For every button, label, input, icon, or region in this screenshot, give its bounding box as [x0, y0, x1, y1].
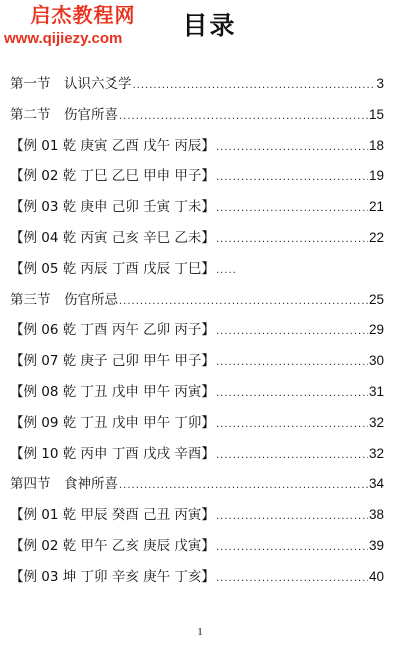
toc-leader [216, 573, 368, 584]
toc-leader [133, 80, 376, 91]
toc-entry-text: 【例 03 坤 丁卯 辛亥 庚午 丁亥】 [10, 568, 215, 585]
toc-leader [216, 388, 368, 399]
toc-entry-text: 【例 02 乾 甲午 乙亥 庚辰 戊寅】 [10, 537, 215, 554]
toc-entry [10, 442, 384, 473]
toc-page-number: 30 [368, 353, 384, 369]
toc-entry [10, 72, 384, 103]
toc-entry [10, 195, 384, 226]
toc-entry-text: 【例 03 乾 庚申 己卯 壬寅 丁未】 [10, 199, 215, 216]
toc-page-number: 25 [368, 291, 384, 307]
toc-entry-text: 【例 05 乾 丙辰 丁酉 戊辰 丁巳】 [10, 260, 215, 277]
toc-page-number: 34 [368, 476, 384, 492]
toc-entry-text: 第一节 认识六爻学 [10, 76, 132, 92]
toc-leader [216, 172, 368, 183]
toc-page-number: 21 [368, 199, 384, 215]
toc-entry [10, 349, 384, 380]
toc-page-number: 40 [368, 568, 384, 584]
toc-leader [216, 450, 368, 461]
toc-page-number: 38 [368, 507, 384, 523]
toc-entry [10, 411, 384, 442]
page-number: 1 [197, 626, 203, 638]
toc-entry [10, 164, 384, 195]
toc-entry [10, 318, 384, 349]
toc-entry [10, 380, 384, 411]
toc-entry [10, 226, 384, 257]
toc-leader [119, 480, 368, 491]
toc-entry-text: 【例 06 乾 丁酉 丙午 乙卯 丙子】 [10, 322, 215, 339]
toc-page-number: 31 [368, 383, 384, 399]
toc-leader [119, 296, 368, 307]
toc-page-number: 22 [368, 229, 384, 245]
toc-page-number: 19 [368, 168, 384, 184]
toc-entry-text: 【例 07 乾 庚子 己卯 甲午 甲子】 [10, 353, 215, 370]
toc-entry [10, 288, 384, 319]
toc-leader [216, 234, 368, 245]
toc-entry-text: 【例 04 乾 丙寅 己亥 辛巳 乙未】 [10, 229, 215, 246]
toc-entry [10, 134, 384, 165]
toc-entry-text: 第四节 食神所喜 [10, 476, 118, 493]
toc-entry-text: 【例 01 乾 甲辰 癸酉 己丑 丙寅】 [10, 507, 215, 524]
toc-entry-text: 【例 10 乾 丙申 丁酉 戊戌 辛酉】 [10, 445, 215, 462]
toc-entry-text: 【例 02 乾 丁巳 乙巳 甲申 甲子】 [10, 168, 215, 185]
toc-entry-text: 【例 08 乾 丁丑 戊申 甲午 丙寅】 [10, 383, 215, 400]
toc-leader [216, 326, 368, 337]
toc-page-number: 29 [368, 322, 384, 338]
toc-page-number: 32 [368, 414, 384, 430]
toc-entry [10, 565, 384, 596]
toc-entry [10, 103, 384, 134]
toc-entry-text: 第二节 伤官所喜 [10, 106, 118, 123]
toc-entry-text: 【例 09 乾 丁丑 戊申 甲午 丁卯】 [10, 414, 215, 431]
toc-leader [216, 265, 236, 276]
toc-entry-text: 【例 01 乾 庚寅 乙酉 戊午 丙辰】 [10, 137, 215, 154]
toc-leader [119, 111, 368, 122]
toc-page-number: 39 [368, 537, 384, 553]
page-title: 目录 [182, 11, 237, 40]
toc-page-number: 18 [368, 137, 384, 153]
toc-leader [216, 142, 368, 153]
toc-leader [216, 511, 368, 522]
toc-leader [216, 419, 368, 430]
toc-entry [10, 503, 384, 534]
watermark-url: www.qijiezy.com [4, 30, 123, 47]
toc-page-number: 32 [368, 445, 384, 461]
toc-entry [10, 257, 384, 288]
table-of-contents [10, 72, 384, 596]
toc-page-number: 3 [376, 76, 384, 91]
toc-leader [216, 203, 368, 214]
toc-entry [10, 534, 384, 565]
toc-entry [10, 472, 384, 503]
toc-leader [216, 542, 368, 553]
toc-leader [216, 357, 368, 368]
toc-entry-text: 第三节 伤官所忌 [10, 291, 118, 308]
watermark-title: 启杰教程网 [30, 3, 136, 27]
toc-page-number: 15 [368, 106, 384, 122]
